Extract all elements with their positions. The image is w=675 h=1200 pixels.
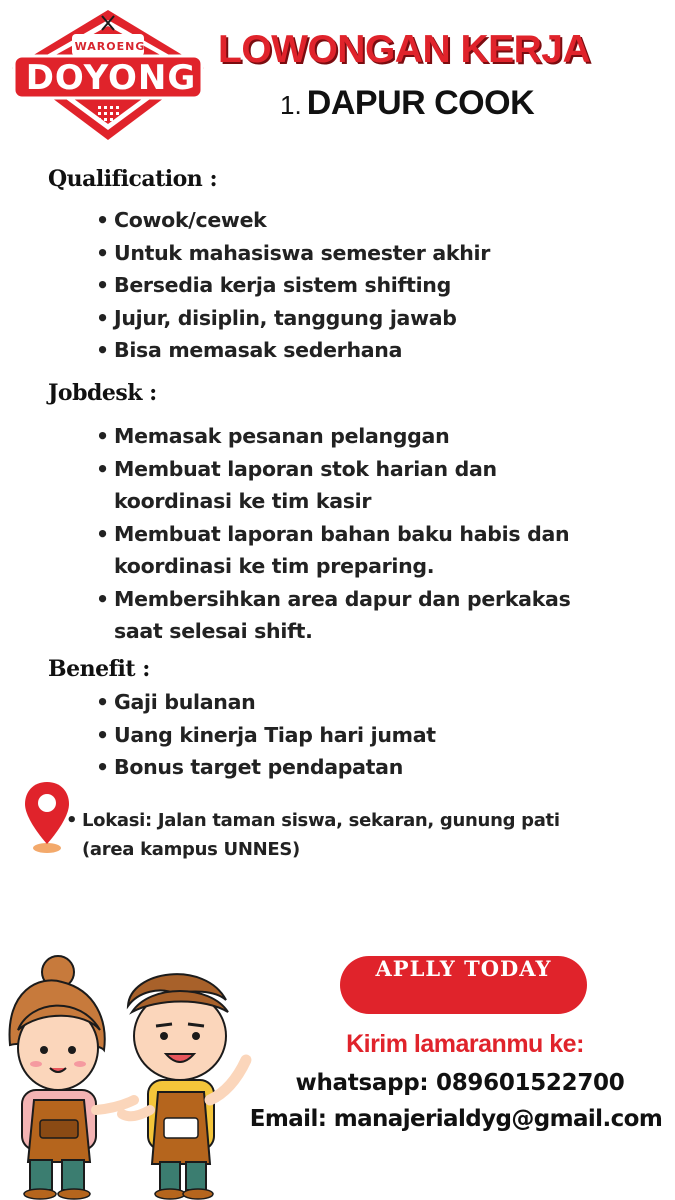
send-application-title: Kirim lamaranmu ke: — [346, 1030, 584, 1058]
list-item: • Uang kinerja Tiap hari jumat — [96, 719, 616, 752]
jobdesk-title: Jobdesk : — [48, 380, 157, 406]
apply-today-button[interactable]: APLLY TODAY — [340, 956, 587, 1014]
benefit-list — [96, 686, 616, 784]
benefit-title: Benefit : — [48, 656, 150, 682]
position-heading — [280, 84, 660, 123]
list-item: • Cowok/cewek — [96, 204, 616, 237]
whatsapp-contact[interactable]: whatsapp: 089601522700 — [295, 1070, 625, 1096]
list-item: • Memasak pesanan pelanggan — [96, 420, 616, 453]
email-contact[interactable]: Email: manajerialdyg@gmail.com — [249, 1106, 663, 1132]
list-item: • Membersihkan area dapur dan perkakas saat selesai shift. — [96, 583, 616, 648]
cooks-illustration — [0, 950, 270, 1200]
position-title: DAPUR COOK — [306, 84, 535, 122]
jobdesk-list — [96, 420, 616, 648]
list-item: • Bisa memasak sederhana — [96, 334, 616, 367]
position-number: 1. — [280, 90, 302, 120]
list-item: • Bersedia kerja sistem shifting — [96, 269, 616, 302]
list-item: • Membuat laporan bahan baku habis dan koordinasi ke tim preparing. — [96, 518, 616, 583]
location-text: • Lokasi: Jalan taman siswa, sekaran, gunung pati (area kampus UNNES) — [66, 806, 582, 864]
woman-cook-illustration — [10, 956, 134, 1199]
man-cook-illustration — [122, 974, 246, 1199]
list-item: • Untuk mahasiswa semester akhir — [96, 237, 616, 270]
list-item: • Membuat laporan stok harian dan koordinasi ke tim kasir — [96, 453, 616, 518]
logo-brand-text: DOYONG — [25, 58, 197, 98]
list-item: • Jujur, disiplin, tanggung jawab — [96, 302, 616, 335]
map-pin-icon — [22, 780, 72, 856]
list-item: • Gaji bulanan — [96, 686, 616, 719]
qualification-title: Qualification : — [48, 166, 218, 192]
headline: LOWONGAN KERJA — [218, 28, 591, 71]
logo-small-text: WAROENG — [74, 40, 146, 53]
qualification-list — [96, 204, 616, 367]
list-item: • Bonus target pendapatan — [96, 751, 616, 784]
